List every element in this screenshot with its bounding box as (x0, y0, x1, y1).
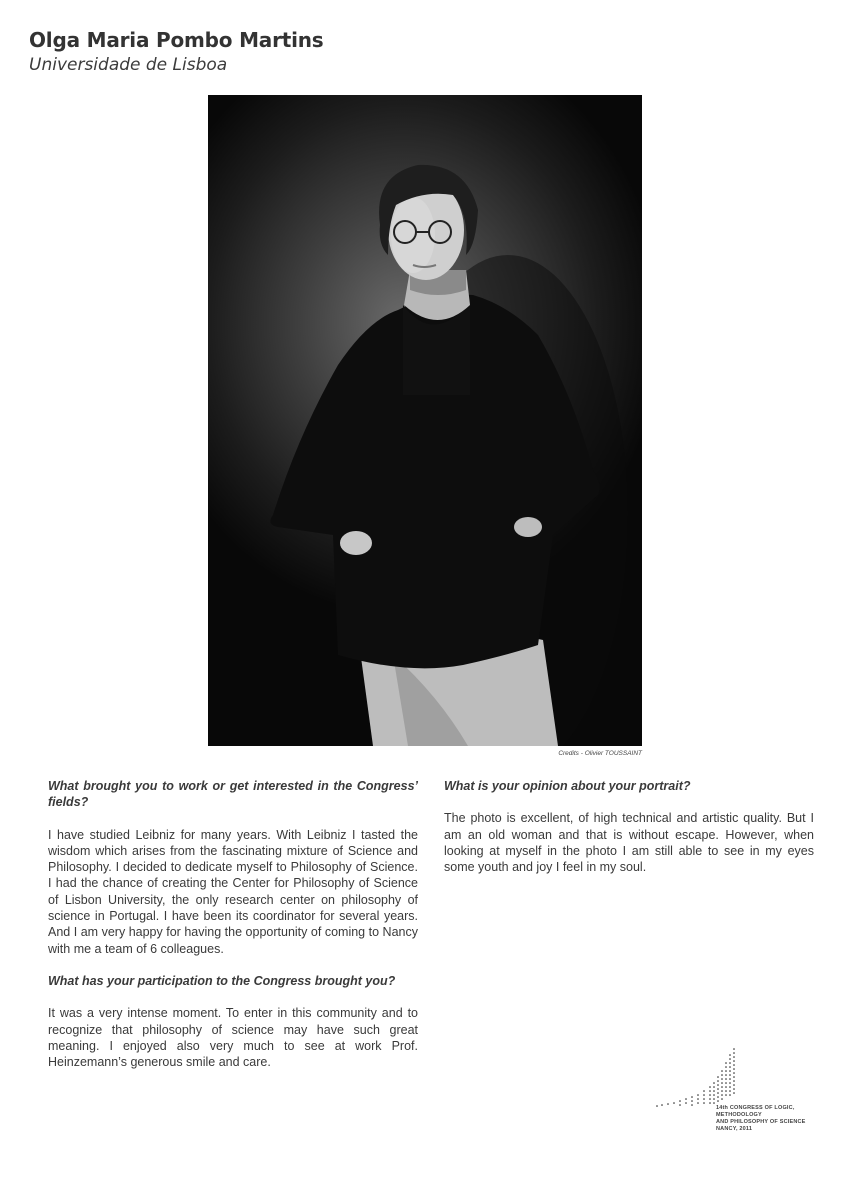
question-1: What brought you to work or get interested in the Congress’ fields? (48, 779, 418, 810)
affiliation: Universidade de Lisboa (29, 55, 228, 75)
logo-line-2: METHODOLOGY (716, 1112, 762, 1118)
question-2: What has your participation to the Congress brought you? (48, 973, 396, 988)
page-title: Olga Maria Pombo Martins (29, 28, 324, 52)
congress-logo-text (716, 1105, 806, 1133)
portrait-photo (208, 95, 642, 746)
answer-2: It was a very intense moment. To enter in this community and to recognize that philosophy of science may have such great meaning. I enjoyed also very much to see at work Prof. Heinzemann’s generous smile and care. (48, 1006, 418, 1070)
left-column (48, 778, 418, 1086)
logo-line-1: 14th CONGRESS OF LOGIC, (716, 1105, 795, 1111)
logo-line-3: AND PHILOSOPHY OF SCIENCE (716, 1119, 806, 1125)
answer-3: The photo is excellent, of high technical and artistic quality. But I am an old woman and that is without escape. However, when looking at myself in the photo I am still able to see in my eyes some youth and joy I feel in my soul. (444, 811, 814, 875)
question-3: What is your opinion about your portrait? (444, 779, 691, 793)
answer-1: I have studied Leibniz for many years. With Leibniz I tasted the wisdom which arises from the fascinating mixture of Science and Philosophy. I decided to dedicate myself to Philosophy of Science. I had the chance of creating the Center for Philosophy of Science of Lisbon University, the only research center on philosophy of science in Portugal. I have been its coordinator for several years. And I am very happy for having the opportunity of coming to Nancy with me a team of 6 colleagues. (48, 827, 418, 956)
right-column (444, 778, 814, 891)
photo-credits: Credits - Olivier TOUSSAINT (558, 750, 642, 757)
logo-line-4: NANCY, 2011 (716, 1126, 753, 1132)
